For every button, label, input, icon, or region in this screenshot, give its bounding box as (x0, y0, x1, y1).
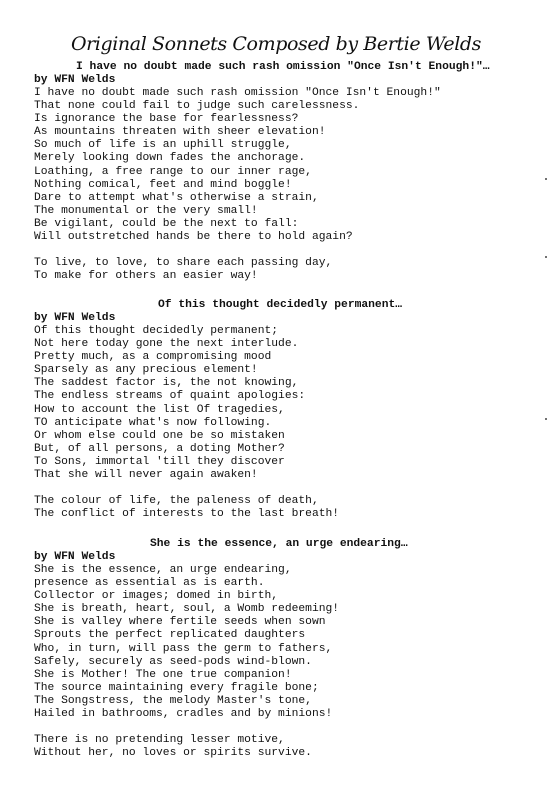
verse-line: She is Mother! The one true companion! (34, 668, 292, 681)
couplet-line: The colour of life, the paleness of death, (34, 495, 319, 508)
verse-line: Nothing comical, feet and mind boggle! (34, 178, 292, 191)
verse-line: How to account the list Of tragedies, (34, 403, 285, 416)
verse-line: Sprouts the perfect replicated daughters (34, 629, 306, 642)
verse-line: The saddest factor is, the not knowing, (34, 377, 299, 390)
scan-speck (545, 256, 547, 258)
verse-line: Sparsely as any precious element! (34, 364, 258, 377)
verse-line: She is the essence, an urge endearing, (34, 564, 292, 576)
verse-line: Pretty much, as a compromising mood (34, 351, 272, 364)
sonnet-byline: by WFN Welds (34, 74, 116, 86)
sonnet-2 (34, 299, 534, 521)
sonnet-byline: by WFN Welds (34, 312, 116, 324)
couplet-line: There is no pretending lesser motive, (34, 734, 285, 747)
couplet-line: The conflict of interests to the last breath! (34, 508, 340, 521)
verse-line: That none could fail to judge such carelessness. (34, 100, 360, 113)
verse-line: TO anticipate what's now following. (34, 416, 272, 429)
sonnet-heading: I have no doubt made such rash omission "Once Isn't Enough!"… (76, 61, 490, 73)
verse-line: Is ignorance the base for fearlessness? (34, 113, 299, 126)
sonnet-1 (34, 61, 534, 283)
verse-line: Collector or images; domed in birth, (34, 590, 279, 603)
sonnet-heading: Of this thought decidedly permanent… (158, 299, 403, 311)
verse-line: I have no doubt made such rash omission "Once Isn't Enough!" (34, 87, 441, 99)
verse-line: As mountains threaten with sheer elevation! (34, 126, 326, 139)
verse-line: The endless streams of quaint apologies: (34, 390, 306, 403)
verse-line: Be vigilant, could be the next to fall: (34, 217, 299, 230)
verse-line: Safely, securely as seed-pods wind-blown. (34, 655, 312, 668)
verse-line: Who, in turn, will pass the germ to fathers, (34, 642, 333, 655)
verse-line: She is valley where fertile seeds when sown (34, 616, 326, 629)
verse-line: That she will never again awaken! (34, 469, 258, 482)
scan-speck (545, 418, 547, 420)
verse-line: The monumental or the very small! (34, 204, 258, 217)
sonnet-byline: by WFN Welds (34, 551, 116, 563)
verse-line: Not here today gone the next interlude. (34, 338, 299, 351)
verse-line: Hailed in bathrooms, cradles and by minions! (34, 708, 333, 721)
page-title: Original Sonnets Composed by Bertie Welds (70, 33, 482, 55)
verse-line: The Songstress, the melody Master's tone, (34, 694, 312, 707)
verse-line: She is breath, heart, soul, a Womb redeeming! (34, 603, 340, 616)
verse-line: But, of all persons, a doting Mother? (34, 442, 285, 455)
verse-line: So much of life is an uphill struggle, (34, 139, 292, 152)
verse-line: presence as essential as is earth. (34, 577, 265, 590)
verse-line: Merely looking down fades the anchorage. (34, 152, 306, 165)
verse-line: To Sons, immortal 'till they discover (34, 455, 285, 468)
verse-line: Or whom else could one be so mistaken (34, 429, 285, 442)
sonnet-heading: She is the essence, an urge endearing… (150, 538, 408, 550)
couplet-line: To make for others an easier way! (34, 270, 258, 283)
verse-line: Of this thought decidedly permanent; (34, 325, 279, 337)
couplet-line: Without her, no loves or spirits survive. (34, 747, 312, 760)
verse-line: Will outstretched hands be there to hold again? (34, 231, 353, 244)
verse-line: The source maintaining every fragile bone; (34, 681, 319, 694)
verse-line: Dare to attempt what's otherwise a strain, (34, 191, 319, 204)
couplet-line: To live, to love, to share each passing day, (34, 257, 333, 270)
verse-line: Loathing, a free range to our inner rage, (34, 165, 312, 178)
scan-speck (545, 178, 547, 180)
sonnet-3 (34, 538, 534, 760)
